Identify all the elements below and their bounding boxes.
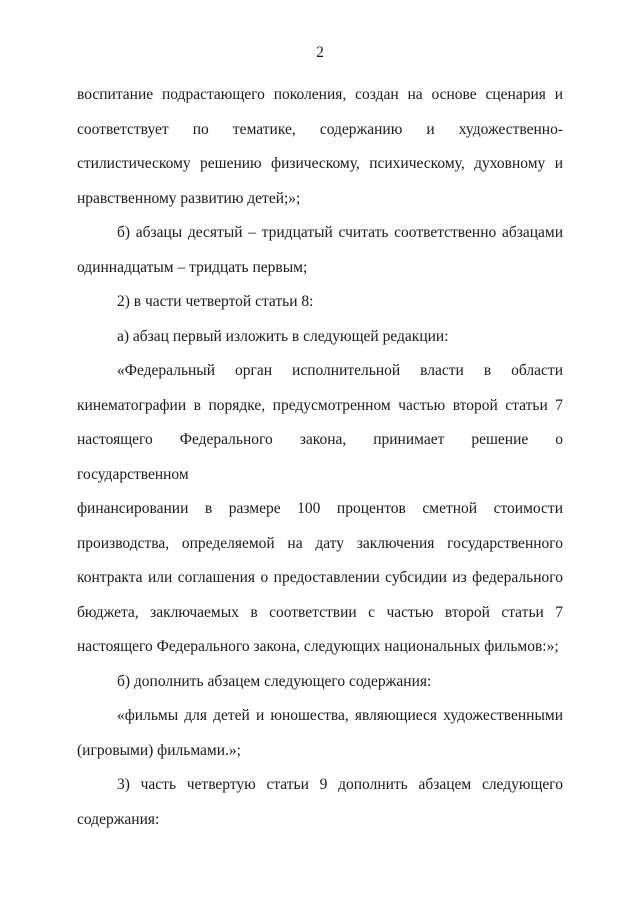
text-line: настоящего Федерального закона, следующих национальных фильмов:»; xyxy=(77,638,559,655)
text-line: б) дополнить абзацем следующего содержания: xyxy=(117,672,432,690)
text-line: стилистическому решению физическому, психическому, духовному и xyxy=(77,155,563,172)
text-line: «Федеральный орган исполнительной власти в области xyxy=(117,362,563,379)
text-line: финансировании в размере 100 процентов сметной стоимости xyxy=(77,500,563,517)
text-line: одиннадцатым – тридцать первым; xyxy=(77,258,308,276)
paragraph xyxy=(77,768,563,837)
paragraph xyxy=(77,78,563,216)
text-line: а) абзац первый изложить в следующей редакции: xyxy=(117,327,449,345)
text-line: контракта или соглашения о предоставлении субсидии из федерального xyxy=(77,569,563,586)
text-line: содержания: xyxy=(77,810,160,828)
text-line: кинематографии в порядке, предусмотренном частью второй статьи 7 xyxy=(77,396,563,414)
page-number: 2 xyxy=(316,44,324,61)
text-line: настоящего Федерального закона, принимает решение о государственном xyxy=(77,431,563,483)
text-line: б) абзацы десятый – тридцатый считать соответственно абзацами xyxy=(117,224,563,241)
paragraph xyxy=(77,285,563,320)
text-line: воспитание подрастающего поколения, создан на основе сценария и xyxy=(77,86,563,103)
text-line: 3) часть четвертую статьи 9 дополнить абзацем следующего xyxy=(117,776,563,793)
text-line: нравственному развитию детей;»; xyxy=(77,189,301,207)
paragraph xyxy=(77,699,563,768)
text-line: 2) в части четвертой статьи 8: xyxy=(117,293,314,310)
paragraph xyxy=(77,216,563,285)
text-line: соответствует по тематике, содержанию и художественно- xyxy=(77,120,563,138)
text-line: бюджета, заключаемых в соответствии с частью второй статьи 7 xyxy=(77,603,563,621)
paragraph xyxy=(77,665,563,700)
paragraph xyxy=(77,354,563,665)
text-line: «фильмы для детей и юношества, являющиеся художественными xyxy=(117,707,563,724)
text-line: (игровыми) фильмами.»; xyxy=(77,741,241,759)
text-line: производства, определяемой на дату заключения государственного xyxy=(77,534,563,552)
document-body xyxy=(77,78,563,837)
paragraph xyxy=(77,320,563,355)
